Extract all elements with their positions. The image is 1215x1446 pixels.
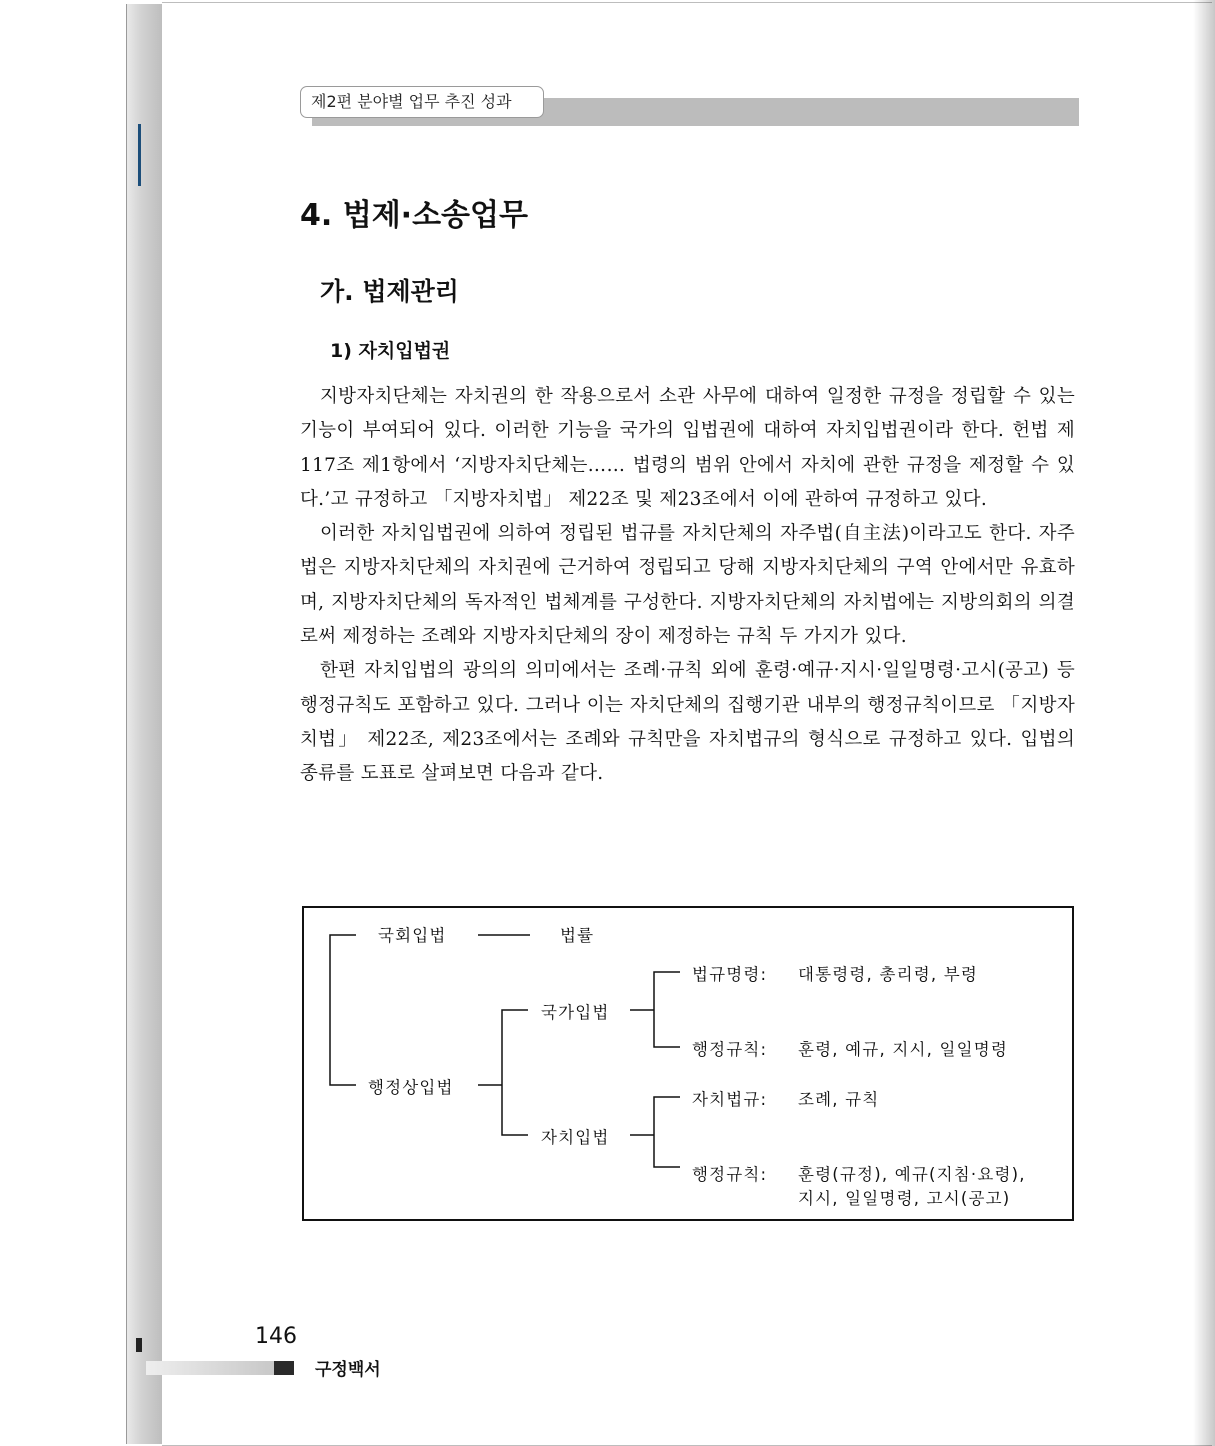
- items-state-decree: 대통령령, 총리령, 부령: [798, 965, 979, 984]
- book-title: 구정백서: [315, 1360, 381, 1380]
- label-state-decree: 법규명령:: [692, 965, 768, 984]
- spine-mark: [138, 124, 141, 186]
- node-autonomous: 자치입법: [541, 1128, 610, 1147]
- items-auto-rule: 조례, 규칙: [798, 1090, 880, 1109]
- book-spine: [126, 4, 164, 1444]
- section-title: 가. 법제관리: [320, 277, 459, 306]
- items-auto-admin-line1: 훈령(규정), 예규(지침·요령),: [798, 1165, 1026, 1184]
- node-law: 법률: [560, 926, 595, 945]
- label-auto-admin: 행정규칙:: [692, 1165, 768, 1184]
- items-state-admin: 훈령, 예규, 지시, 일일명령: [798, 1040, 1009, 1059]
- header-section-tab: 제2편 분야별 업무 추진 성과: [300, 86, 544, 118]
- legislation-diagram: [302, 906, 1074, 1221]
- node-state: 국가입법: [541, 1003, 610, 1022]
- page-number: 146: [255, 1324, 297, 1349]
- spine-mark-bottom: [136, 1338, 142, 1352]
- paragraph: 이러한 자치입법권에 의하여 정립된 법규를 자치단체의 자주법(自主法)이라고도 한다. 자주법은 지방자치단체의 자치권에 근거하여 정립되고 당해 지방자치단체의 구역 안에서만 유효하며, 지방자치단체의 독자적인 법체계를 구성한다. 지방자치단체의 자치법에는 지방의회의 의결로써 제정하는 조례와 지방자치단체의 장이 제정하는 규칙 두 가지가 있다.: [300, 523, 1075, 648]
- page-edge-shadow: [1193, 0, 1215, 1446]
- paragraph: 지방자치단체는 자치권의 한 작용으로서 소관 사무에 대하여 일정한 규정을 정립할 수 있는 기능이 부여되어 있다. 이러한 기능을 국가의 입법권에 대하여 자치입법권이라 한다. 헌법 제117조 제1항에서 ‘지방자치단체는…… 법령의 범위 안에서 자치에 관한 규정을 제정할 수 있다.’고 규정하고 「지방자치법」 제22조 및 제23조에서 이에 관하여 규정하고 있다.: [300, 386, 1075, 510]
- node-administrative: 행정상입법: [368, 1078, 454, 1097]
- items-auto-admin-line2: 지시, 일일명령, 고시(공고): [798, 1189, 1011, 1208]
- footer-square: [274, 1361, 294, 1375]
- label-auto-rule: 자치법규:: [692, 1090, 768, 1109]
- subsection-title: 1) 자치입법권: [330, 340, 451, 362]
- footer-bar: [146, 1361, 274, 1375]
- chapter-title: 4. 법제·소송업무: [300, 198, 528, 233]
- body-text: [300, 380, 1075, 792]
- paragraph: 한편 자치입법의 광의의 의미에서는 조례·규칙 외에 훈령·예규·지시·일일명령·고시(공고) 등 행정규칙도 포함하고 있다. 그러나 이는 자치단체의 집행기관 내부의 행정규칙이므로 「지방자치법」 제22조, 제23조에서는 조례와 규칙만을 자치법규의 형식으로 규정하고 있다. 입법의 종류를 도표로 살펴보면 다음과 같다.: [300, 660, 1075, 785]
- node-national-assembly: 국회입법: [378, 926, 447, 945]
- label-state-admin: 행정규칙:: [692, 1040, 768, 1059]
